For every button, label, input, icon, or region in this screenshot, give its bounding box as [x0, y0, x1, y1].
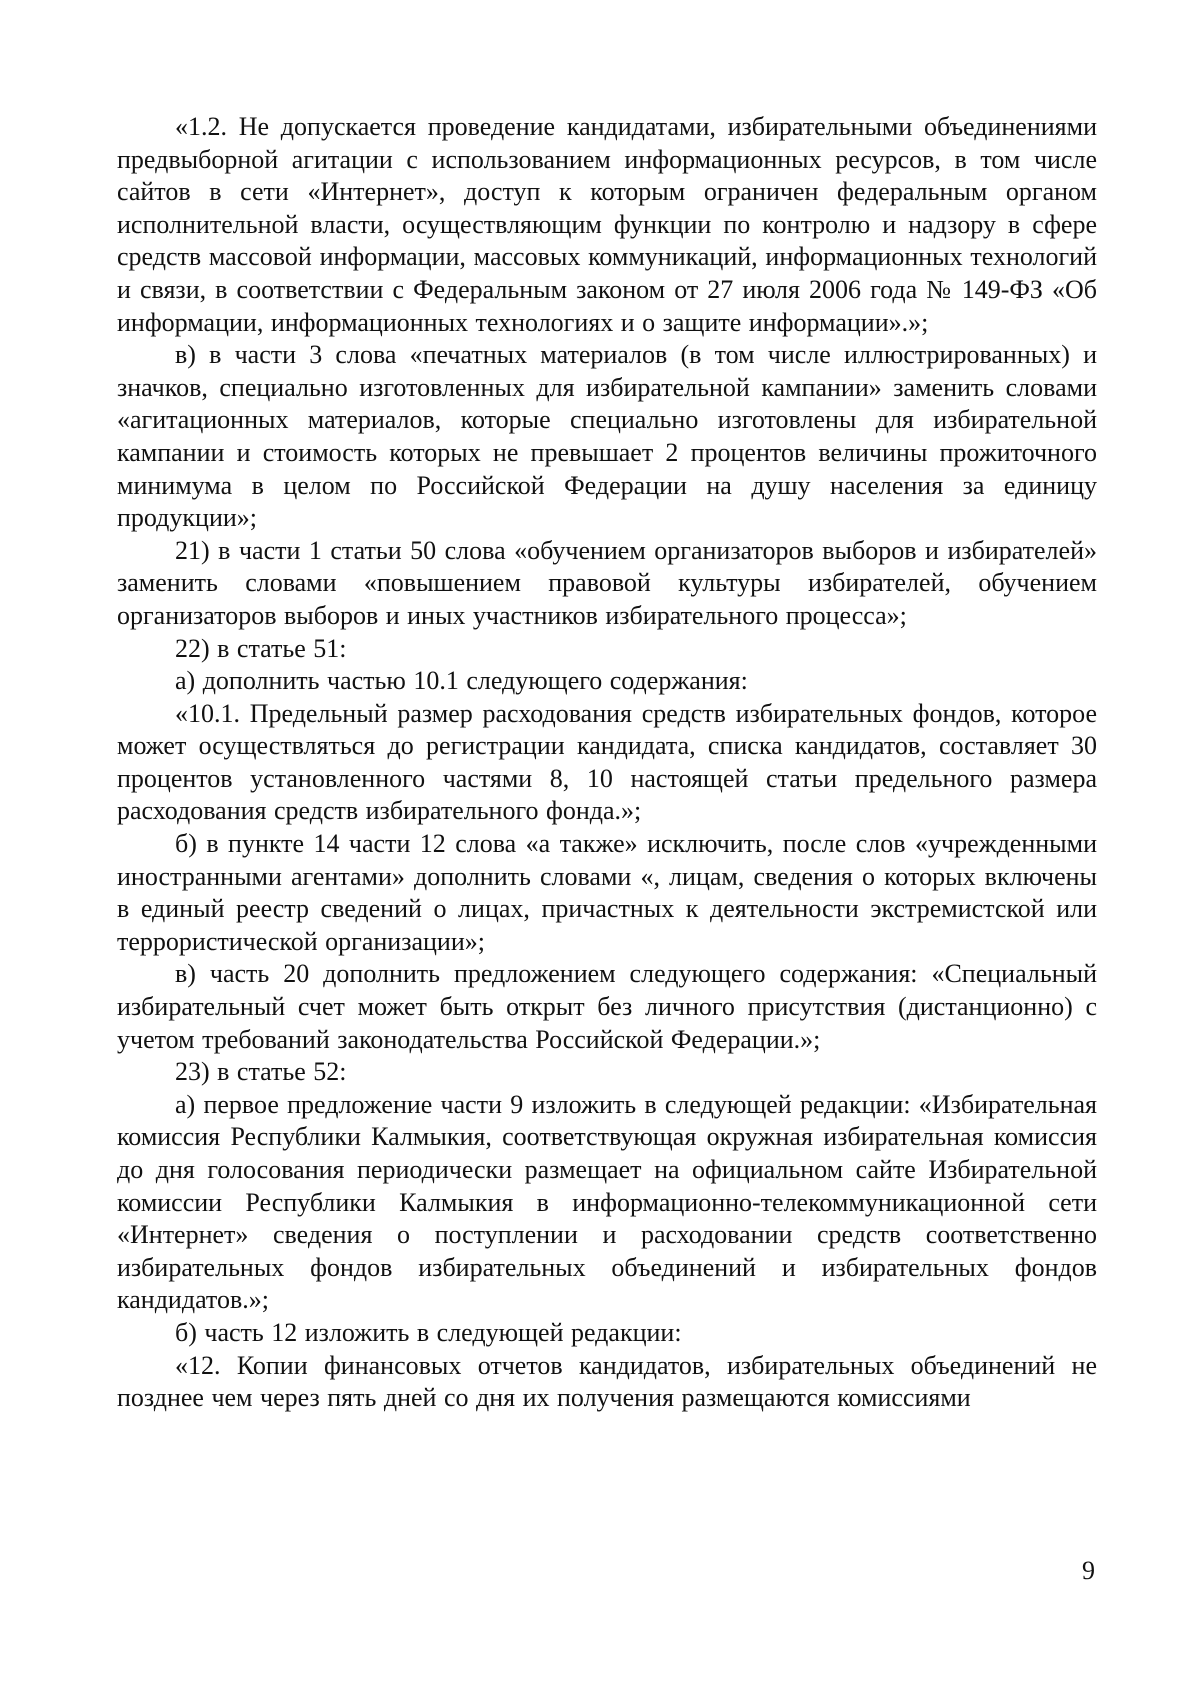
paragraph-a-part-10-1: а) дополнить частью 10.1 следующего содержания:	[175, 666, 748, 696]
paragraph-10-1-spending-limit: «10.1. Предельный размер расходования средств избирательных фондов, которое может осуществляться до регистрации кандидата, списка кандидатов, составляет 30 процентов установленного частями 8, 10 настоящей статьи предельного размера расходования средств избирательного фонда.»;	[117, 698, 1097, 826]
paragraph-22-article-51: 22) в статье 51:	[175, 633, 347, 663]
paragraph-23-article-52: 23) в статье 52:	[175, 1057, 347, 1087]
paragraph-21-article-50: 21) в части 1 статьи 50 слова «обучением организаторов выборов и избирателей» заменить словами «повышением правовой культуры избирателей, обучением организаторов выборов и иных участников избирательного процесса»;	[117, 535, 1097, 630]
paragraph-a-part-9: а) первое предложение части 9 изложить в следующей редакции: «Избирательная комиссия Республики Калмыкия, соответствующая окружная избирательная комиссия до дня голосования периодически размещает на официальном сайте Избирательной комиссии Республики Калмыкия в информационно-телекоммуникационной сети «Интернет» сведения о поступлении и расходовании средств соответственно избирательных фондов избирательных объединений и избирательных фондов кандидатов.»;	[117, 1089, 1097, 1315]
paragraph-12-financial-reports: «12. Копии финансовых отчетов кандидатов, избирательных объединений не позднее чем через пять дней со дня их получения размещаются комиссиями	[117, 1350, 1097, 1413]
page-number: 9	[1082, 1556, 1095, 1585]
document-body	[117, 111, 1097, 1415]
paragraph-b-item-14: б) в пункте 14 части 12 слова «а также» исключить, после слов «учрежденными иностранными агентами» дополнить словами «, лицам, сведения о которых включены в единый реестр сведений о лицах, причастных к деятельности экстремистской или террористической организации»;	[117, 829, 1097, 956]
paragraph-v-part-20: в) часть 20 дополнить предложением следующего содержания: «Специальный избирательный счет может быть открыт без личного присутствия (дистанционно) с учетом требований законодательства Российской Федерации.»;	[117, 959, 1097, 1054]
paragraph-v-part-3: в) в части 3 слова «печатных материалов (в том числе иллюстрированных) и значков, специально изготовленных для избирательной кампании» заменить словами «агитационных материалов, которые специально изготовлены для избирательной кампании и стоимость которых не превышает 2 процентов величины прожиточного минимума в целом по Российской Федерации на душу населения за единицу продукции»;	[117, 340, 1097, 533]
paragraph-1-2-agitation: «1.2. Не допускается проведение кандидатами, избирательными объединениями предвыборной агитации с использованием информационных ресурсов, в том числе сайтов в сети «Интернет», доступ к которым ограничен федеральным органом исполнительной власти, осуществляющим функции по контролю и надзору в сфере средств массовой информации, массовых коммуникаций, информационных технологий и связи, в соответствии с Федеральным законом от 27 июля 2006 года № 149-ФЗ «Об информации, информационных технологиях и о защите информации».»;	[117, 112, 1097, 337]
paragraph-b-part-12: б) часть 12 изложить в следующей редакции:	[175, 1317, 682, 1347]
